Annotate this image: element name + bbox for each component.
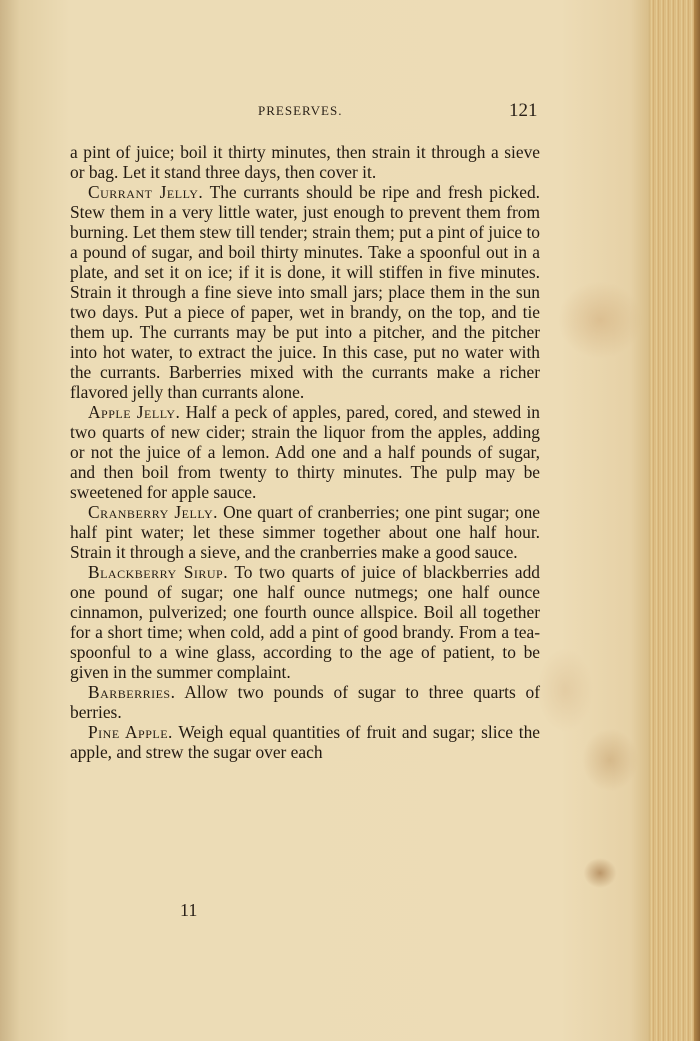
recipe-barberries	[70, 682, 540, 722]
recipe-pine-apple	[70, 722, 540, 762]
recipe-text: The currants should be ripe and fresh picked. Stew them in a very little water, just enough to prevent them from burning. Let them stew till tender; strain them; put a pint of juice to a pound of sugar, and boil thirty minutes. Take a spoonful out in a plate, and set it on ice; if it is done, it will stiffen in five minutes. Strain it through a fine sieve into small jars; place them in the sun two days. Put a piece of paper, wet in brandy, on the top, and tie them up. The currants may be put into a pitcher, and the pitcher into hot water, to extract the juice. In this case, put no water with the currants. Barberries mixed with the currants make a richer flavored jelly than currants alone.	[70, 182, 540, 402]
recipe-text: Weigh equal quantities of fruit and sugar; slice the apple, and strew the sugar over each	[70, 722, 540, 762]
recipe-text: One quart of cranberries; one pint sugar; one half pint water; let these simmer together about one half hour. Strain it through a sieve, and the cranberries make a good sauce.	[70, 502, 540, 562]
recipe-currant-jelly	[70, 182, 540, 402]
recipe-heading: Pine Apple.	[88, 722, 173, 742]
running-head: PRESERVES.	[258, 103, 343, 118]
paragraph-continued	[70, 142, 540, 182]
recipe-text: Half a peck of apples, pared, cored, and stewed in two quarts of new cider; strain the liquor from the apples, adding or not the juice of a lemon. Add one and a half pounds of sugar, and then boil from twenty to thirty minutes. The pulp may be sweetened for apple sauce.	[70, 402, 540, 502]
recipe-blackberry-sirup	[70, 562, 540, 682]
recipe-heading: Currant Jelly.	[88, 182, 204, 202]
page-number: 121	[509, 100, 538, 121]
signature-mark: 11	[180, 900, 198, 920]
body-text	[70, 142, 540, 762]
recipe-heading: Blackberry Sirup.	[88, 562, 229, 582]
recipe-heading: Barberries.	[88, 682, 176, 702]
recipe-heading: Apple Jelly.	[88, 402, 181, 422]
recipe-apple-jelly	[70, 402, 540, 502]
page-edge	[650, 0, 700, 1041]
paragraph-text: a pint of juice; boil it thirty minutes, then strain it through a sieve or bag. Let it stand three days, then cover it.	[70, 142, 540, 182]
recipe-cranberry-jelly	[70, 502, 540, 562]
recipe-text: Allow two pounds of sugar to three quarts of berries.	[70, 682, 541, 722]
recipe-heading: Cranberry Jelly.	[88, 502, 218, 522]
recipe-text: To two quarts of juice of blackberries add one pound of sugar; one half ounce nutmegs; one half ounce cinnamon, pulverized; one fourth ounce allspice. Boil all together for a short time; when cold, add a pint of good brandy. From a tea-spoonful to a wine glass, according to the age of patient, to be given in the summer complaint.	[70, 562, 540, 682]
